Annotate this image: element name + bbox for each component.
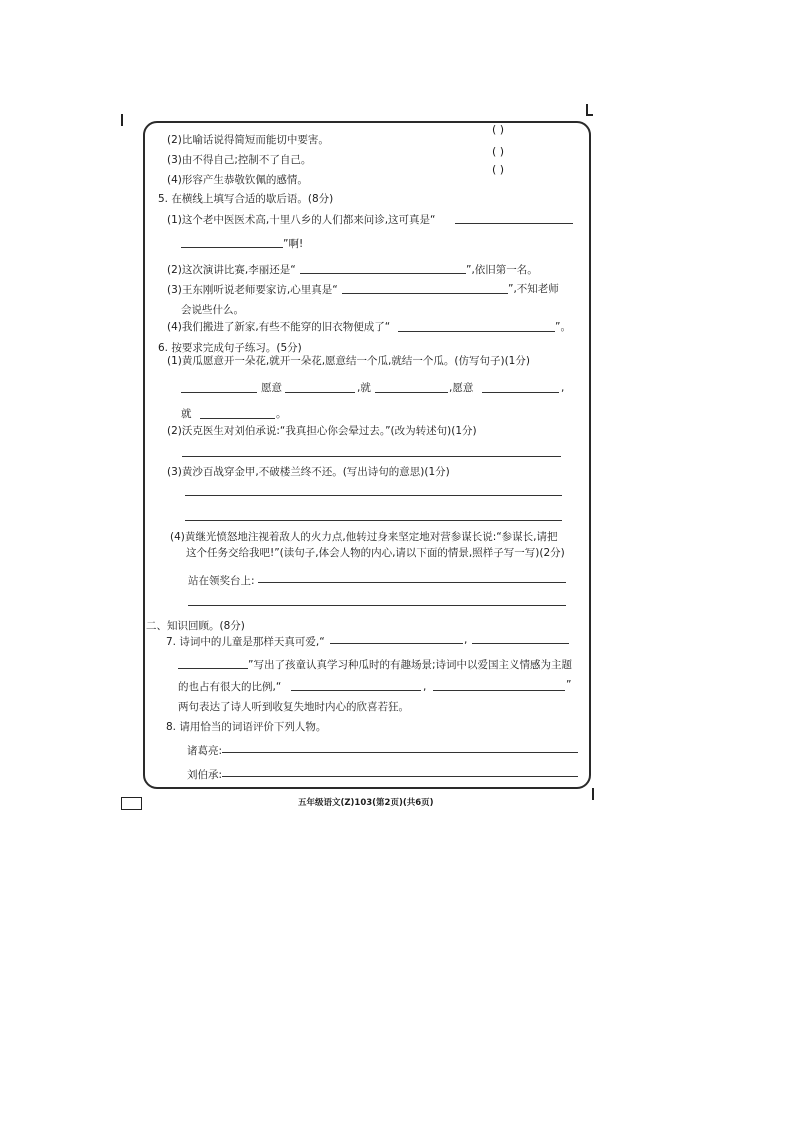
q6-s1-blank3[interactable] xyxy=(375,392,448,393)
q8-person2: 刘伯承: xyxy=(187,769,223,781)
prev-item-3: (3)由不得自己;控制不了自己。 xyxy=(167,154,312,166)
q6-s2: (2)沃克医生对刘伯承说:“我真担心你会晕过去。”(改为转述句)(1分) xyxy=(167,425,477,437)
q5-s2b: ”,依旧第一名。 xyxy=(466,264,538,276)
q6-s4-line2[interactable] xyxy=(188,605,566,606)
q6-s4b: 这个任务交给我吧!”(读句子,体会人物的内心,请以下面的情景,照样子写一写)(2分) xyxy=(186,547,565,559)
page-footer: 五年级语文(Z)103(第2页)(共6页) xyxy=(298,798,434,808)
prev-item-2: (2)比喻话说得简短而能切中要害。 xyxy=(167,134,329,146)
section2-title: 二、知识回顾。(8分) xyxy=(146,620,245,632)
q7-blank3[interactable] xyxy=(178,668,248,669)
q5-s4a: (4)我们搬进了新家,有些不能穿的旧衣物便成了“ xyxy=(167,321,391,333)
q7-c: ”写出了孩童认真学习种瓜时的有趣场景;诗词中以爱国主义情感为主题 xyxy=(248,659,572,671)
q6-s3-line2[interactable] xyxy=(185,520,562,521)
q6-s4-line1[interactable] xyxy=(258,582,566,583)
q5-s2-blank[interactable] xyxy=(300,273,466,274)
q8: 8. 请用恰当的词语评价下列人物。 xyxy=(166,721,327,733)
q8-person1: 诸葛亮: xyxy=(187,745,223,757)
q7-blank5[interactable] xyxy=(433,690,565,691)
q6-s1-blank2[interactable] xyxy=(285,392,355,393)
q6-s1: (1)黄瓜愿意开一朵花,就开一朵花,愿意结一个瓜,就结一个瓜。(仿写句子)(1分) xyxy=(167,355,530,367)
page-corner-box xyxy=(121,797,142,810)
q7-blank1[interactable] xyxy=(330,643,463,644)
q6-word-jiu2: 就 xyxy=(181,408,192,420)
q7-blank4[interactable] xyxy=(291,690,421,691)
q6-word-jiu1: ,就 xyxy=(357,382,371,394)
q5-title: 5. 在横线上填写合适的歇后语。(8分) xyxy=(158,193,334,205)
q6-word-yuanyi1: 愿意 xyxy=(261,382,282,394)
q7-g: 两句表达了诗人听到收复失地时内心的欣喜若狂。 xyxy=(178,701,409,713)
q5-s2a: (2)这次演讲比赛,李丽还是“ xyxy=(167,264,296,276)
q7-e: , xyxy=(423,681,427,693)
q6-s1-blank1[interactable] xyxy=(181,392,257,393)
q7-blank2[interactable] xyxy=(472,643,569,644)
q7-b: , xyxy=(464,634,468,646)
q5-s3b: ”,不知老师 xyxy=(508,283,559,295)
q6-s2-line[interactable] xyxy=(182,456,561,457)
q5-s4b: ”。 xyxy=(555,321,571,333)
q6-s3: (3)黄沙百战穿金甲,不破楼兰终不还。(写出诗句的意思)(1分) xyxy=(167,466,450,478)
q6-title: 6. 按要求完成句子练习。(5分) xyxy=(158,342,302,354)
q5-s1a: (1)这个老中医医术高,十里八乡的人们都来问诊,这可真是“ xyxy=(167,214,436,226)
q5-s1-blank2[interactable] xyxy=(181,247,283,248)
crop-mark-right-h xyxy=(586,114,593,116)
prev-item-4: (4)形容产生恭敬钦佩的感情。 xyxy=(167,174,308,186)
q6-s1-blank4[interactable] xyxy=(482,392,559,393)
prev-item-4-bracket: ( ) xyxy=(492,163,505,176)
q6-word-period: 。 xyxy=(276,408,287,420)
q6-s1-blank5[interactable] xyxy=(200,418,275,419)
q5-s3-blank[interactable] xyxy=(342,293,508,294)
q7-d: 的也占有很大的比例,“ xyxy=(178,681,282,693)
q5-s3c: 会说些什么。 xyxy=(181,304,244,316)
q6-word-yuanyi2: ,愿意 xyxy=(449,382,474,394)
crop-mark-bottom-right xyxy=(592,788,594,800)
q8-line1[interactable] xyxy=(222,752,578,753)
q6-s4a: (4)黄继光愤怒地注视着敌人的火力点,他转过身来坚定地对营参谋长说:“参谋长,请把 xyxy=(170,531,558,543)
q6-s4c: 站在领奖台上: xyxy=(188,575,255,587)
q5-s3a: (3)王东刚听说老师要家访,心里真是“ xyxy=(167,284,338,296)
q5-s4-blank[interactable] xyxy=(398,331,555,332)
crop-mark-left xyxy=(121,114,123,126)
prev-item-3-bracket: ( ) xyxy=(492,145,505,158)
prev-item-2-bracket: ( ) xyxy=(492,123,505,136)
q5-s1b: ”啊! xyxy=(283,238,304,250)
q8-line2[interactable] xyxy=(222,776,578,777)
q7-a: 7. 诗词中的儿童是那样天真可爱,“ xyxy=(166,636,325,648)
q6-word-comma: , xyxy=(561,382,565,394)
q6-s3-line1[interactable] xyxy=(185,495,562,496)
q5-s1-blank1[interactable] xyxy=(455,223,573,224)
q7-f: ” xyxy=(566,679,572,691)
